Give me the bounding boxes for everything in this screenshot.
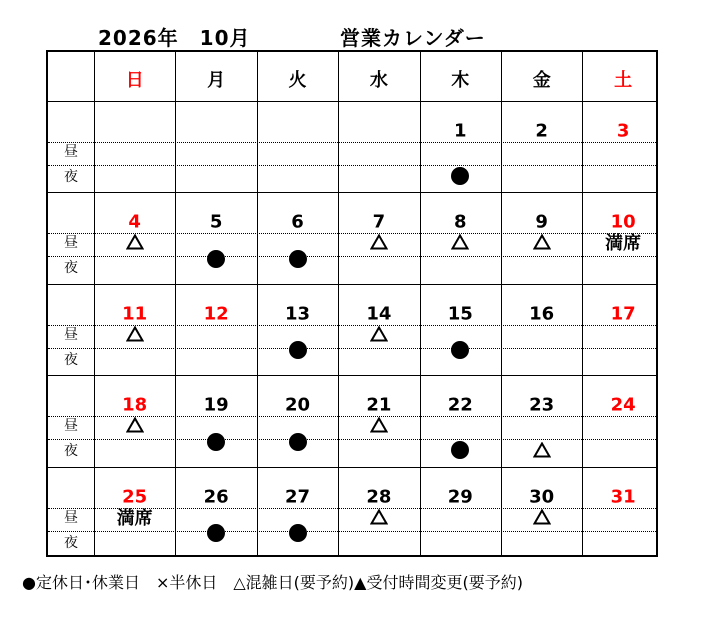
grid-column-line (257, 52, 258, 555)
week-separator-line (48, 284, 656, 285)
date-number: 28 (366, 486, 392, 508)
row-label-night: 夜 (64, 169, 78, 185)
grid-column-line (175, 52, 176, 555)
week-separator-line (48, 375, 656, 376)
busy-day-marker (126, 234, 144, 250)
weekday-header: 土 (614, 69, 633, 91)
date-number: 14 (366, 303, 392, 325)
busy-day-marker (126, 326, 144, 342)
date-number: 29 (447, 486, 473, 508)
closed-day-marker (207, 250, 225, 268)
closed-day-marker (289, 250, 307, 268)
date-number: 10 (610, 211, 636, 233)
grid-column-line (94, 52, 95, 555)
date-row-divider (48, 142, 656, 143)
date-number: 24 (610, 394, 636, 416)
calendar-year-month: 2026年 10月 (98, 26, 251, 50)
business-calendar-grid (46, 50, 658, 557)
date-number: 11 (122, 303, 148, 325)
date-number: 15 (447, 303, 473, 325)
busy-day-marker (533, 509, 551, 525)
date-number: 3 (616, 120, 630, 142)
grid-column-line (582, 52, 583, 555)
weekday-header: 木 (451, 69, 470, 91)
closed-day-marker (451, 441, 469, 459)
grid-header-line (48, 101, 656, 102)
date-number: 31 (610, 486, 636, 508)
day-night-divider (48, 348, 656, 349)
date-number: 12 (203, 303, 229, 325)
day-night-divider (48, 256, 656, 257)
date-number: 4 (128, 211, 141, 233)
weekday-header: 水 (369, 69, 388, 91)
weekday-header: 日 (125, 69, 144, 91)
grid-column-line (338, 52, 339, 555)
date-number: 26 (203, 486, 229, 508)
date-number: 18 (122, 394, 148, 416)
row-label-day: 昼 (64, 326, 78, 343)
weekday-header: 金 (532, 69, 551, 91)
date-number: 13 (284, 303, 311, 325)
row-label-day: 昼 (64, 418, 78, 435)
date-number: 6 (291, 211, 304, 233)
date-number: 8 (454, 211, 467, 233)
date-number: 16 (529, 303, 555, 325)
row-label-night: 夜 (64, 351, 78, 368)
closed-day-marker (207, 433, 225, 451)
closed-day-marker (451, 341, 469, 359)
row-label-night: 夜 (64, 443, 78, 460)
busy-day-marker (126, 417, 144, 433)
calendar-title: 営業カレンダー (340, 26, 486, 50)
busy-day-marker (533, 234, 551, 250)
busy-day-marker (370, 234, 388, 250)
day-night-divider (48, 165, 656, 166)
row-label-night: 夜 (64, 260, 78, 277)
row-label-day: 昼 (64, 235, 78, 252)
week-separator-line (48, 192, 656, 193)
closed-day-marker (289, 524, 307, 542)
date-number: 21 (366, 394, 392, 416)
date-number: 5 (209, 211, 223, 233)
busy-day-marker (370, 417, 388, 433)
grid-column-line (501, 52, 502, 555)
busy-day-marker (370, 509, 388, 525)
date-number: 30 (529, 486, 555, 508)
full-house-note: 満席 (605, 233, 642, 255)
weekday-header: 火 (288, 69, 307, 91)
date-number: 23 (529, 394, 555, 416)
date-number: 17 (610, 303, 636, 325)
day-night-divider (48, 531, 656, 532)
row-label-night: 夜 (64, 534, 78, 551)
date-number: 22 (447, 394, 473, 416)
week-separator-line (48, 467, 656, 468)
date-number: 1 (454, 120, 467, 142)
closed-day-marker (451, 167, 469, 185)
full-house-note: 満席 (116, 507, 153, 529)
busy-day-marker (451, 234, 469, 250)
closed-day-marker (207, 524, 225, 542)
date-number: 7 (372, 211, 386, 233)
closed-day-marker (289, 433, 307, 451)
date-number: 20 (284, 394, 311, 416)
date-number: 2 (535, 120, 548, 142)
date-number: 27 (284, 486, 311, 508)
legend-note: ●定休日･休業日 ×半休日 △混雑日(要予約)▲受付時間変更(要予約) (22, 573, 523, 592)
grid-column-line (420, 52, 421, 555)
date-number: 25 (122, 486, 148, 508)
busy-day-marker (533, 442, 551, 458)
row-label-day: 昼 (64, 144, 78, 160)
weekday-header: 月 (207, 69, 226, 91)
busy-day-marker (370, 326, 388, 342)
date-number: 9 (535, 211, 548, 233)
date-number: 19 (203, 394, 229, 416)
day-night-divider (48, 439, 656, 440)
row-label-day: 昼 (64, 509, 78, 526)
closed-day-marker (289, 341, 307, 359)
